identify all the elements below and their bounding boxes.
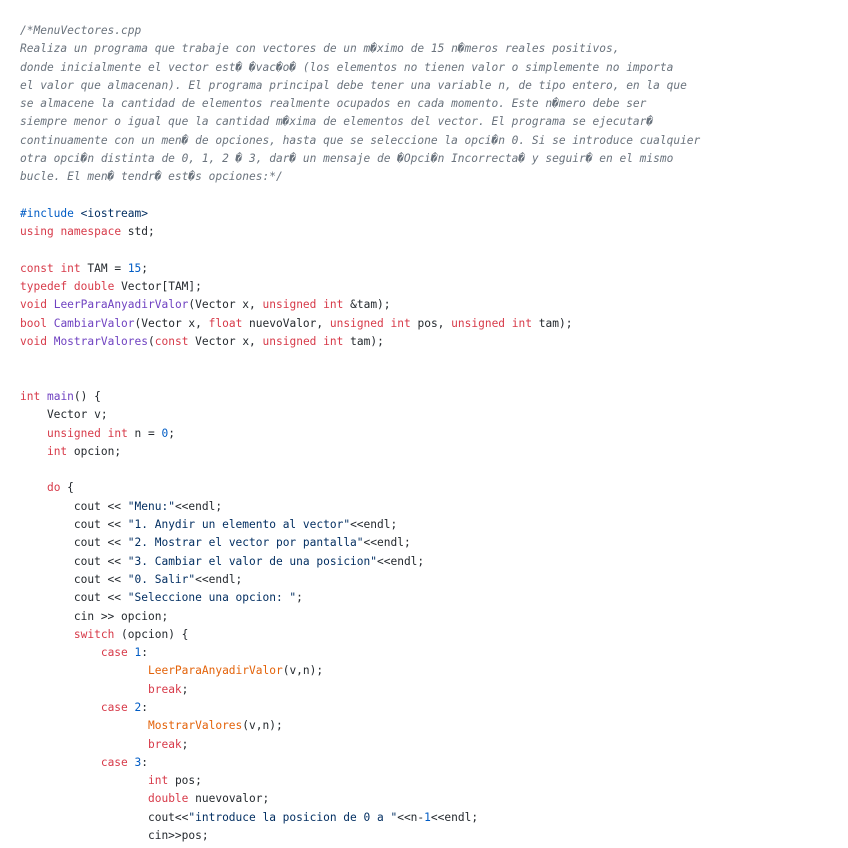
code-line <box>20 132 840 150</box>
code-line <box>20 278 840 296</box>
code-line <box>20 59 840 77</box>
code-line <box>20 242 840 260</box>
code-token-plain: std; <box>121 225 155 239</box>
code-token-plain: Vector[TAM]; <box>114 280 202 294</box>
code-token-plain: (opcion) { <box>114 627 189 641</box>
code-token-plain: (Vector x, <box>188 298 263 312</box>
code-token-plain <box>20 628 74 641</box>
code-token-plain <box>74 207 81 220</box>
code-token-number: 1 <box>424 810 431 824</box>
code-token-plain: <<n- <box>397 810 425 824</box>
code-token-keyword: typedef <box>20 280 68 294</box>
code-token-plain: Vector x, <box>188 335 263 349</box>
code-line <box>20 644 840 662</box>
code-line <box>20 333 840 351</box>
code-token-type: int <box>390 316 411 330</box>
code-line <box>20 772 840 790</box>
code-token-plain: : <box>141 755 149 769</box>
code-token-type: int <box>46 444 68 458</box>
code-token-plain: <<endl; <box>174 499 223 513</box>
code-line <box>20 608 840 626</box>
code-token-plain <box>47 317 54 330</box>
code-line <box>20 571 840 589</box>
code-token-comment: siempre menor o igual que la cantidad m�xima de elementos del vector. El programa se ejecutar� <box>20 115 654 129</box>
code-token-plain <box>47 335 54 348</box>
code-token-comment: /*MenuVectores.cpp <box>20 24 142 37</box>
code-line <box>20 168 840 186</box>
code-token-plain <box>505 317 512 330</box>
code-token-string: "1. Anydir un elemento al vector" <box>127 518 351 532</box>
code-token-keyword: case <box>100 700 128 714</box>
code-line <box>20 479 840 497</box>
code-token-plain: <<endl; <box>430 810 479 824</box>
code-token-type: int <box>323 298 344 312</box>
code-token-plain: (v,n); <box>242 719 283 733</box>
code-token-type: int <box>20 389 41 403</box>
code-token-include: <iostream> <box>80 206 148 220</box>
code-line <box>20 370 840 388</box>
code-token-plain: cout << <box>20 554 128 568</box>
code-token-plain <box>20 481 47 494</box>
code-token-plain <box>20 664 148 677</box>
code-token-type: int <box>147 774 169 788</box>
code-token-plain <box>20 683 148 696</box>
code-token-plain <box>128 646 135 659</box>
code-line <box>20 516 840 534</box>
code-token-plain: cin >> opcion; <box>20 609 169 623</box>
code-token-plain <box>67 280 74 293</box>
code-line <box>20 662 840 680</box>
code-token-type: unsigned <box>46 426 101 440</box>
code-token-keyword: namespace <box>60 225 122 239</box>
code-line <box>20 425 840 443</box>
code-line <box>20 205 840 223</box>
code-token-keyword: const <box>154 335 189 349</box>
code-token-plain <box>20 646 101 659</box>
code-token-preproc: #include <box>20 206 74 220</box>
code-token-number: 1 <box>134 646 142 660</box>
code-token-plain: <<endl; <box>377 554 425 568</box>
code-line <box>20 113 840 131</box>
code-token-plain <box>128 701 135 714</box>
code-token-comment: se almacene la cantidad de elementos realmente ocupados en cada momento. Este n�mero debe ser <box>20 97 647 111</box>
code-token-plain <box>20 756 101 769</box>
code-token-string: "3. Cambiar el valor de una posicion" <box>127 554 377 568</box>
code-token-plain <box>20 427 47 440</box>
code-line <box>20 589 840 607</box>
code-line <box>20 406 840 424</box>
code-line <box>20 150 840 168</box>
code-token-plain: ; <box>296 591 303 605</box>
code-token-comment: bucle. El men� tendr� est�s opciones:*/ <box>20 170 283 184</box>
code-line <box>20 95 840 113</box>
code-token-plain <box>20 774 148 787</box>
code-token-plain: (Vector x, <box>134 316 209 330</box>
code-token-string: "Menu:" <box>127 499 175 513</box>
code-token-plain: cout<< <box>20 810 189 824</box>
code-token-plain <box>40 390 47 403</box>
code-line <box>20 315 840 333</box>
code-line <box>20 351 840 369</box>
code-token-plain: ( <box>148 335 155 349</box>
code-token-type: void <box>20 335 47 349</box>
code-token-plain: ; <box>181 737 189 751</box>
code-line <box>20 296 840 314</box>
code-token-func: LeerParaAnyadirValor <box>53 298 189 312</box>
code-token-plain: tam); <box>532 316 573 330</box>
code-token-plain <box>128 756 135 769</box>
code-token-plain: n = <box>127 426 162 440</box>
code-token-plain: pos; <box>168 774 202 788</box>
code-token-number: 3 <box>134 755 142 769</box>
code-line <box>20 461 840 479</box>
code-token-plain <box>20 701 101 714</box>
code-token-call: MostrarValores <box>147 719 243 733</box>
code-line <box>20 260 840 278</box>
code-token-type: double <box>73 280 115 294</box>
code-line <box>20 626 840 644</box>
code-token-string: "Seleccione una opcion: " <box>127 591 297 605</box>
code-line <box>20 443 840 461</box>
code-token-type: int <box>107 426 128 440</box>
code-token-plain: <<endl; <box>195 572 243 586</box>
code-token-type: unsigned <box>329 316 384 330</box>
code-token-func: MostrarValores <box>53 335 148 349</box>
code-line <box>20 77 840 95</box>
code-token-plain: <<endl; <box>350 518 398 532</box>
code-token-plain: cin>>pos; <box>20 829 209 843</box>
code-token-plain <box>47 298 54 311</box>
code-token-plain: cout << <box>20 499 128 513</box>
code-line <box>20 699 840 717</box>
code-token-plain <box>101 427 108 440</box>
code-token-comment: el valor que almacenan). El programa principal debe tener una variable n, de tipo entero, en la que <box>20 78 687 92</box>
code-token-comment: otra opci�n distinta de 0, 1, 2 � 3, dar� un mensaje de �Opci�n Incorrecta� y seguir� en el mismo <box>20 152 674 166</box>
code-line <box>20 681 840 699</box>
code-token-number: 15 <box>127 261 142 275</box>
code-token-number: 2 <box>134 700 142 714</box>
code-token-plain: cout << <box>20 518 128 532</box>
code-token-keyword: do <box>46 481 61 495</box>
code-token-plain: : <box>141 700 149 714</box>
code-token-type: unsigned <box>451 316 506 330</box>
code-token-call: LeerParaAnyadirValor <box>147 664 283 678</box>
code-line <box>20 40 840 58</box>
code-token-number: 0 <box>161 426 169 440</box>
code-token-comment: Realiza un programa que trabaje con vectores de un m�ximo de 15 n�meros reales positivos, <box>20 42 620 56</box>
code-token-plain: () { <box>73 389 101 403</box>
code-token-plain: : <box>141 646 149 660</box>
code-token-plain: <<endl; <box>363 536 411 550</box>
code-token-type: double <box>147 792 189 806</box>
code-token-plain: ; <box>181 682 189 696</box>
code-line <box>20 809 840 827</box>
code-token-type: unsigned <box>262 298 317 312</box>
code-token-plain: TAM = <box>80 261 128 275</box>
code-line <box>20 22 840 40</box>
code-token-plain: cout << <box>20 536 128 550</box>
code-token-keyword: const <box>20 261 54 275</box>
code-token-comment: continuamente con un men� de opciones, hasta que se seleccione la opci�n 0. Si se introduce cualquier <box>20 133 701 147</box>
code-token-plain <box>20 738 148 751</box>
code-token-keyword: case <box>100 646 128 660</box>
code-line <box>20 388 840 406</box>
code-token-type: float <box>208 316 243 330</box>
code-token-keyword: case <box>100 755 128 769</box>
code-line <box>20 717 840 735</box>
code-token-plain: ; <box>168 426 175 440</box>
code-token-plain: nuevovalor; <box>188 792 270 806</box>
code-line <box>20 534 840 552</box>
code-line <box>20 754 840 772</box>
code-token-type: bool <box>20 316 47 330</box>
code-line <box>20 827 840 845</box>
code-token-type: unsigned <box>262 335 317 349</box>
code-token-plain: (v,n); <box>282 664 324 678</box>
code-token-plain <box>384 317 391 330</box>
code-token-plain: Vector v; <box>20 408 108 422</box>
code-line <box>20 553 840 571</box>
code-line <box>20 223 840 241</box>
code-token-type: int <box>60 261 81 275</box>
code-token-plain: cout << <box>20 572 128 586</box>
code-token-keyword: using <box>20 225 54 239</box>
code-token-keyword: switch <box>73 627 115 641</box>
code-token-type: void <box>20 298 47 312</box>
code-token-keyword: break <box>147 737 182 751</box>
code-token-plain: tam); <box>343 335 384 349</box>
code-token-type: int <box>323 335 344 349</box>
code-token-plain: pos, <box>410 316 452 330</box>
code-token-plain <box>20 445 47 458</box>
code-token-string: "2. Mostrar el vector por pantalla" <box>127 536 364 550</box>
code-token-plain: &tam); <box>343 298 391 312</box>
code-token-plain: ; <box>141 261 149 275</box>
code-token-plain: cout << <box>20 591 128 605</box>
code-line <box>20 187 840 205</box>
code-line <box>20 790 840 808</box>
code-token-plain: nuevoValor, <box>242 316 330 330</box>
code-token-plain: { <box>60 481 74 495</box>
code-token-type: int <box>511 316 533 330</box>
code-token-func: main <box>46 389 74 403</box>
code-token-plain <box>20 792 148 805</box>
code-token-keyword: break <box>147 682 182 696</box>
code-token-plain <box>20 719 148 732</box>
code-token-plain: opcion; <box>67 444 122 458</box>
code-line <box>20 736 840 754</box>
code-token-comment: donde inicialmente el vector est� �vac�o� (los elementos no tienen valor o simplemente no importa <box>20 60 674 74</box>
code-token-string: "0. Salir" <box>127 572 196 586</box>
code-line <box>20 498 840 516</box>
code-editor[interactable] <box>20 22 840 845</box>
code-token-string: "introduce la posicion de 0 a " <box>188 810 398 824</box>
code-token-func: CambiarValor <box>53 316 135 330</box>
